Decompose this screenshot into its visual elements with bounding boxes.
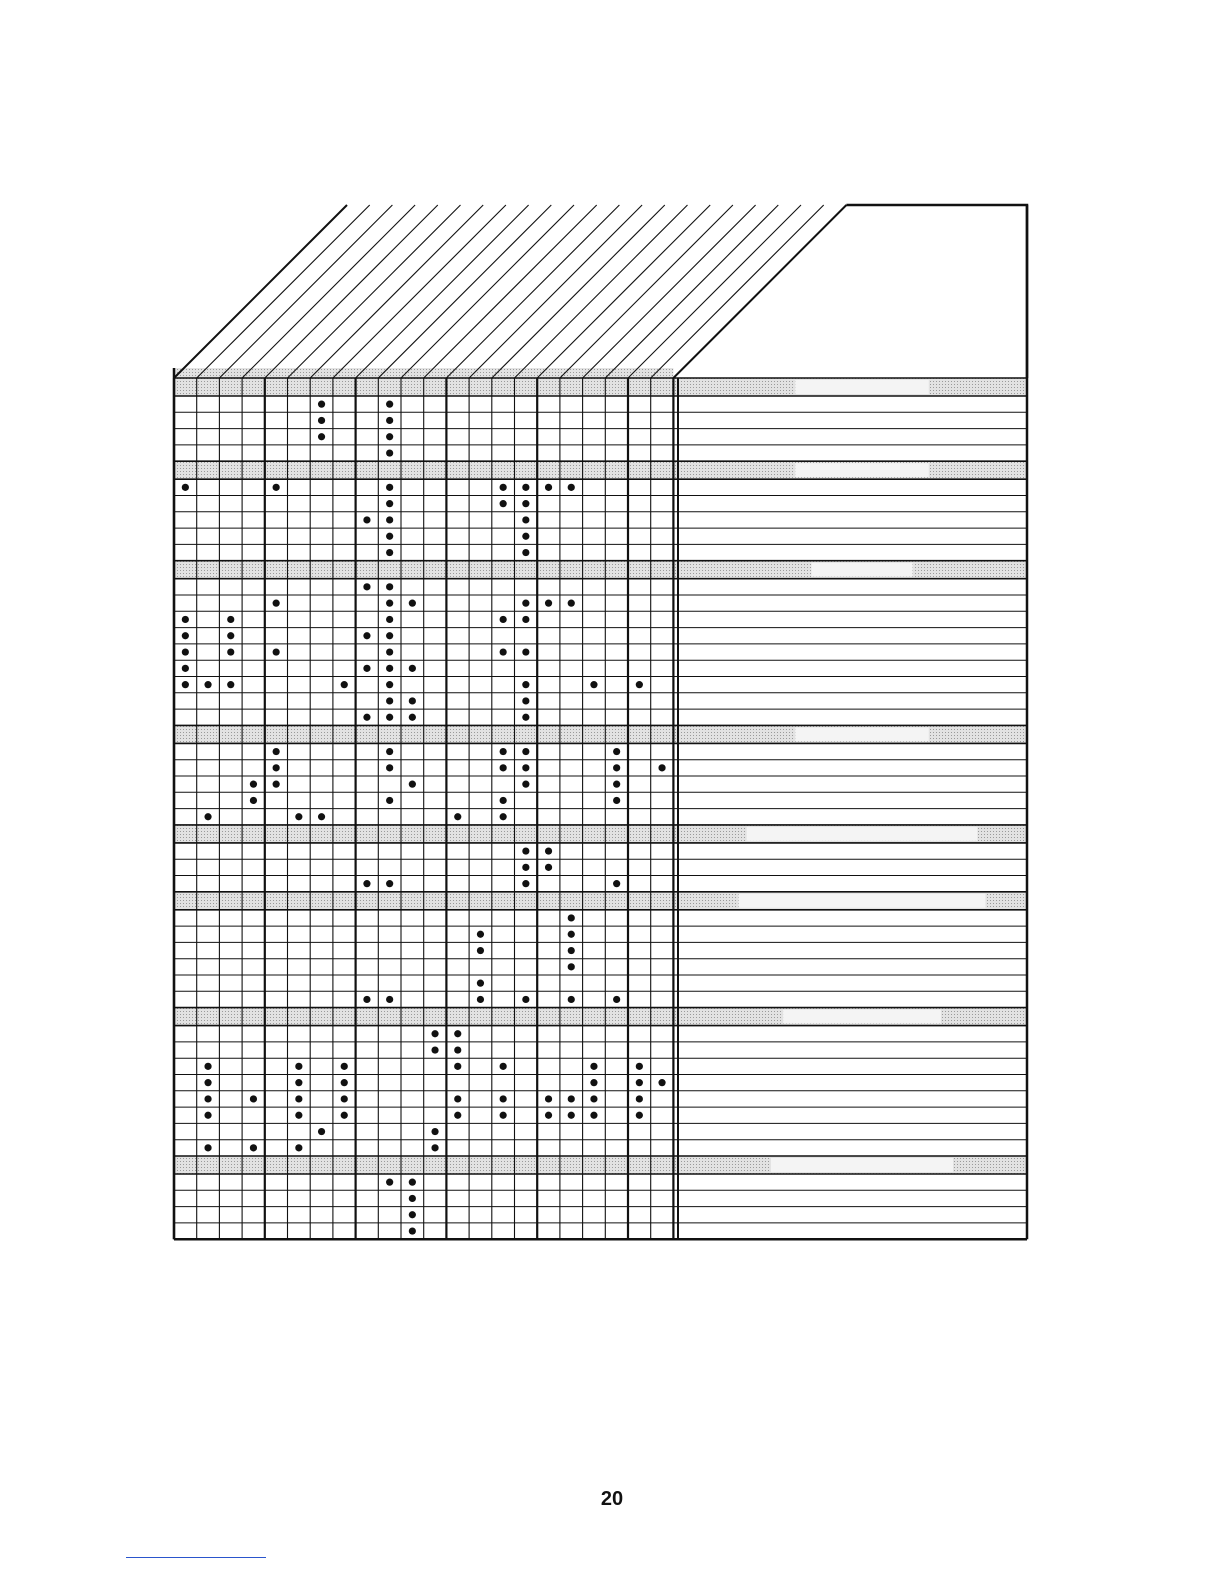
column-divider xyxy=(310,205,483,378)
trouble-dot xyxy=(273,781,280,788)
column-divider xyxy=(651,205,824,378)
trouble-dot xyxy=(568,484,575,491)
section-label-box xyxy=(739,894,986,908)
trouble-dot xyxy=(522,847,529,854)
trouble-dot xyxy=(363,714,370,721)
trouble-dot xyxy=(386,797,393,804)
trouble-dot xyxy=(522,516,529,523)
trouble-dot xyxy=(227,616,234,623)
trouble-dot xyxy=(386,516,393,523)
trouble-dot xyxy=(409,600,416,607)
title-frame xyxy=(846,205,1027,378)
trouble-dot xyxy=(522,616,529,623)
trouble-dot xyxy=(522,533,529,540)
section-label-box xyxy=(771,1158,953,1172)
column-divider xyxy=(197,205,370,378)
trouble-dot xyxy=(386,583,393,590)
trouble-dot xyxy=(363,632,370,639)
trouble-dot xyxy=(386,600,393,607)
trouble-dot xyxy=(182,484,189,491)
trouble-dot xyxy=(386,681,393,688)
trouble-dot xyxy=(545,1095,552,1102)
trouble-dot xyxy=(182,616,189,623)
trouble-dot xyxy=(431,1128,438,1135)
trouble-dot xyxy=(545,600,552,607)
trouble-dot xyxy=(454,1046,461,1053)
column-divider xyxy=(242,205,415,378)
trouble-dot xyxy=(613,764,620,771)
trouble-dot xyxy=(568,963,575,970)
trouble-dot xyxy=(227,632,234,639)
trouble-dot xyxy=(273,600,280,607)
trouble-dot xyxy=(568,996,575,1003)
column-divider xyxy=(356,205,529,378)
trouble-dot xyxy=(204,1112,211,1119)
trouble-dot xyxy=(386,632,393,639)
trouble-dot xyxy=(341,1095,348,1102)
trouble-dot xyxy=(363,996,370,1003)
trouble-dot xyxy=(363,665,370,672)
trouble-dot xyxy=(590,1112,597,1119)
trouble-dot xyxy=(522,648,529,655)
trouble-dot xyxy=(522,549,529,556)
trouble-dot xyxy=(363,880,370,887)
trouble-dot xyxy=(568,1095,575,1102)
column-divider xyxy=(605,205,778,378)
trouble-dot xyxy=(568,947,575,954)
trouble-dot xyxy=(522,880,529,887)
trouble-dot xyxy=(500,648,507,655)
trouble-dot xyxy=(613,996,620,1003)
trouble-dot xyxy=(409,665,416,672)
column-divider xyxy=(515,205,688,378)
trouble-dot xyxy=(409,714,416,721)
trouble-dot xyxy=(568,600,575,607)
trouble-dot xyxy=(500,764,507,771)
trouble-dot xyxy=(590,1063,597,1070)
trouble-dot xyxy=(341,1112,348,1119)
trouble-dot xyxy=(568,931,575,938)
trouble-dot xyxy=(295,813,302,820)
trouble-dot xyxy=(204,1144,211,1151)
trouble-dot xyxy=(522,714,529,721)
trouble-dot xyxy=(454,1095,461,1102)
trouble-dot xyxy=(386,880,393,887)
trouble-dot xyxy=(386,533,393,540)
trouble-dot xyxy=(204,1095,211,1102)
trouble-dot xyxy=(409,1211,416,1218)
trouble-dot xyxy=(295,1063,302,1070)
trouble-dot xyxy=(386,996,393,1003)
column-divider xyxy=(378,205,551,378)
trouble-dot xyxy=(386,433,393,440)
trouble-dot xyxy=(182,681,189,688)
footnote-rule xyxy=(126,1557,266,1558)
column-divider xyxy=(492,205,665,378)
section-label-box xyxy=(795,380,929,394)
column-divider xyxy=(446,205,619,378)
trouble-dot xyxy=(273,648,280,655)
header-shade xyxy=(174,368,673,378)
trouble-dot xyxy=(522,500,529,507)
trouble-dot xyxy=(204,1063,211,1070)
trouble-dot xyxy=(295,1112,302,1119)
trouble-dot xyxy=(454,1112,461,1119)
trouble-dot xyxy=(500,797,507,804)
column-divider xyxy=(424,205,597,378)
trouble-dot xyxy=(386,665,393,672)
trouble-dot xyxy=(431,1046,438,1053)
trouble-dot xyxy=(454,1030,461,1037)
column-divider xyxy=(401,205,574,378)
trouble-dot xyxy=(318,417,325,424)
trouble-dot xyxy=(454,813,461,820)
trouble-dot xyxy=(386,401,393,408)
trouble-dot xyxy=(386,484,393,491)
trouble-dot xyxy=(409,697,416,704)
trouble-dot xyxy=(318,433,325,440)
trouble-dot xyxy=(568,1112,575,1119)
trouble-dot xyxy=(204,681,211,688)
column-divider xyxy=(560,205,733,378)
trouble-dot xyxy=(500,1112,507,1119)
trouble-dot xyxy=(613,748,620,755)
trouble-dot xyxy=(386,648,393,655)
trouble-dot xyxy=(182,665,189,672)
trouble-dot xyxy=(318,401,325,408)
section-label-box xyxy=(795,727,929,741)
section-label-box xyxy=(783,1010,941,1024)
section-label-box xyxy=(795,463,929,477)
trouble-dot xyxy=(250,1095,257,1102)
column-divider xyxy=(174,205,347,378)
trouble-dot xyxy=(477,996,484,1003)
trouble-dot xyxy=(386,714,393,721)
trouble-dot xyxy=(363,583,370,590)
trouble-dot xyxy=(386,764,393,771)
trouble-dot xyxy=(522,764,529,771)
page-number: 20 xyxy=(600,1488,624,1510)
trouble-dot xyxy=(273,748,280,755)
trouble-dot xyxy=(386,616,393,623)
trouble-dot xyxy=(590,1079,597,1086)
trouble-dot xyxy=(477,947,484,954)
column-divider xyxy=(673,205,846,378)
trouble-dot xyxy=(500,813,507,820)
trouble-dot xyxy=(613,781,620,788)
column-divider xyxy=(537,205,710,378)
column-divider xyxy=(219,205,392,378)
trouble-dot xyxy=(250,797,257,804)
trouble-dot xyxy=(500,1095,507,1102)
trouble-dot xyxy=(295,1144,302,1151)
trouble-dot xyxy=(522,600,529,607)
trouble-dot xyxy=(454,1063,461,1070)
trouble-dot xyxy=(227,648,234,655)
trouble-dot xyxy=(477,931,484,938)
trouble-dot xyxy=(250,781,257,788)
trouble-dot xyxy=(522,781,529,788)
trouble-dot xyxy=(409,1227,416,1234)
trouble-dot xyxy=(386,1179,393,1186)
trouble-dot xyxy=(568,914,575,921)
trouble-dot xyxy=(522,681,529,688)
column-divider xyxy=(333,205,506,378)
trouble-dot xyxy=(500,616,507,623)
trouble-dot xyxy=(341,1079,348,1086)
trouble-dot xyxy=(500,500,507,507)
column-divider xyxy=(265,205,438,378)
trouble-dot xyxy=(204,813,211,820)
trouble-dot xyxy=(409,1179,416,1186)
trouble-dot xyxy=(295,1095,302,1102)
trouble-dot xyxy=(500,1063,507,1070)
trouble-dot xyxy=(636,1095,643,1102)
trouble-dot xyxy=(431,1144,438,1151)
trouble-dot xyxy=(522,996,529,1003)
section-label-box xyxy=(811,563,912,577)
trouble-dot xyxy=(386,500,393,507)
trouble-dot xyxy=(500,484,507,491)
trouble-dot xyxy=(613,880,620,887)
trouble-dot xyxy=(318,813,325,820)
trouble-dot xyxy=(341,1063,348,1070)
trouble-dot xyxy=(545,1112,552,1119)
trouble-dot xyxy=(409,1195,416,1202)
trouble-dot xyxy=(477,980,484,987)
trouble-dot xyxy=(590,1095,597,1102)
trouble-dot xyxy=(431,1030,438,1037)
trouble-dot xyxy=(363,516,370,523)
trouble-dot xyxy=(273,484,280,491)
trouble-dot xyxy=(613,797,620,804)
column-divider xyxy=(469,205,642,378)
trouble-dot xyxy=(522,484,529,491)
trouble-dot xyxy=(545,847,552,854)
trouble-dot xyxy=(386,417,393,424)
trouble-dot xyxy=(386,549,393,556)
trouble-dot xyxy=(522,697,529,704)
trouble-dot xyxy=(590,681,597,688)
trouble-dot xyxy=(658,1079,665,1086)
trouble-dot xyxy=(273,764,280,771)
trouble-dot xyxy=(386,449,393,456)
trouble-dot xyxy=(500,748,507,755)
trouble-dot xyxy=(636,681,643,688)
section-label-box xyxy=(747,827,978,841)
trouble-dot xyxy=(522,864,529,871)
trouble-dot xyxy=(636,1079,643,1086)
trouble-dot xyxy=(318,1128,325,1135)
trouble-dot xyxy=(409,781,416,788)
column-divider xyxy=(583,205,756,378)
trouble-dot xyxy=(386,748,393,755)
trouble-dot xyxy=(522,748,529,755)
trouble-dot xyxy=(250,1144,257,1151)
trouble-dot xyxy=(636,1063,643,1070)
column-divider xyxy=(628,205,801,378)
trouble-dot xyxy=(636,1112,643,1119)
trouble-dot xyxy=(182,648,189,655)
trouble-dot xyxy=(204,1079,211,1086)
trouble-dot xyxy=(341,681,348,688)
trouble-dot xyxy=(658,764,665,771)
trouble-dot xyxy=(182,632,189,639)
trouble-dot xyxy=(386,697,393,704)
trouble-dot xyxy=(295,1079,302,1086)
trouble-dot xyxy=(545,864,552,871)
trouble-dot xyxy=(545,484,552,491)
trouble-dot xyxy=(227,681,234,688)
column-divider xyxy=(288,205,461,378)
